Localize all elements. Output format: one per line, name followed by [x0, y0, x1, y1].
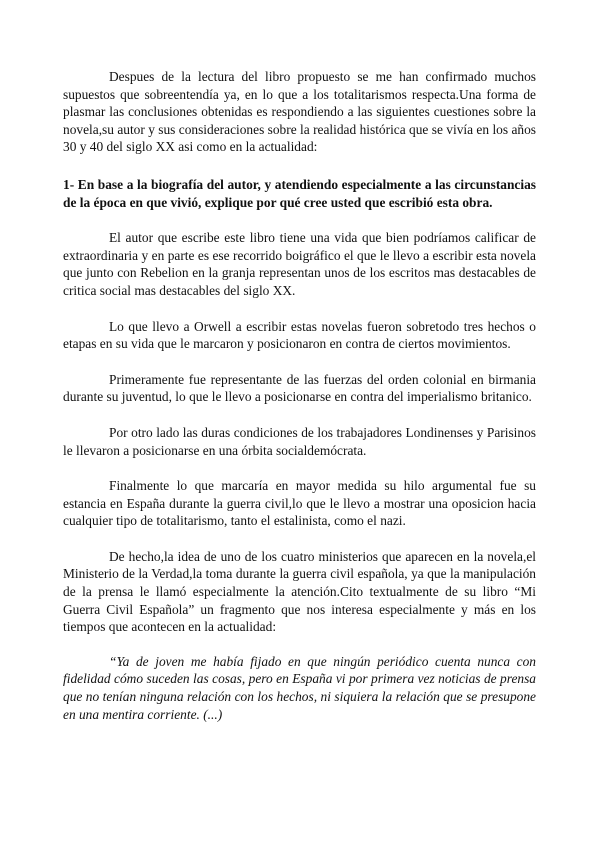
intro-paragraph: Despues de la lectura del libro propuesto se me han confirmado muchos supuestos que sobreentendía ya, en lo que a los totalitarismos respecta.Una forma de plasmar las conclusiones obtenidas es respondiendo a las siguientes cuestiones sobre la novela,su autor y sus consideraciones sobre la realidad histórica que se vivía en los años 30 y 40 del siglo XX asi como en la actualidad: [63, 69, 536, 155]
quote-paragraph: “Ya de joven me había fijado en que ningún periódico cuenta nunca con fidelidad cómo suceden las cosas, pero en España vi por primera vez noticias de prensa que no tenían ninguna relación con los hechos, ni siquiera la relación que se presupone en una mentira corriente. (...) [63, 653, 536, 722]
body-paragraph: De hecho,la idea de uno de los cuatro ministerios que aparecen en la novela,el Ministerio de la Verdad,la toma durante la guerra civil española, ya que la manipulación de la prensa le llamó especialmente la atención.Cito textualmente de su libro “Mi Guerra Civil Española” un fragmento que nos interesa especialmente y más en los tiempos que acontecen en la actualidad: [63, 548, 536, 635]
body-paragraph: Finalmente lo que marcaría en mayor medida su hilo argumental fue su estancia en España durante la guerra civil,lo que le llevo a mostrar una oposicion hacia cualquier tipo de totalitarismo, tanto el estalinista, como el nazi. [63, 478, 536, 529]
body-paragraph: Por otro lado las duras condiciones de los trabajadores Londinenses y Parisinos le llevaron a posicionarse en una órbita socialdemócrata. [63, 424, 536, 458]
question-1-heading: 1- En base a la biografía del autor, y atendiendo especialmente a las circunstancias de la época en que vivió, explique por qué cree usted que escribió esta obra. [63, 176, 536, 210]
body-paragraph: El autor que escribe este libro tiene una vida que bien podríamos calificar de extraordinaria y en parte es ese recorrido boigráfico el que le llevo a escribir esta novela que junto con Rebelion en la granja representan unos de los escritos mas destacables de critica social mas destacables del siglo XX. [63, 230, 536, 298]
body-paragraph: Primeramente fue representante de las fuerzas del orden colonial en birmania durante su juventud, lo que le llevo a posicionarse en contra del imperialismo britanico. [63, 371, 536, 405]
body-paragraph: Lo que llevo a Orwell a escribir estas novelas fueron sobretodo tres hechos o etapas en su vida que le marcaron y posicionaron en contra de ciertos movimientos. [63, 318, 536, 352]
